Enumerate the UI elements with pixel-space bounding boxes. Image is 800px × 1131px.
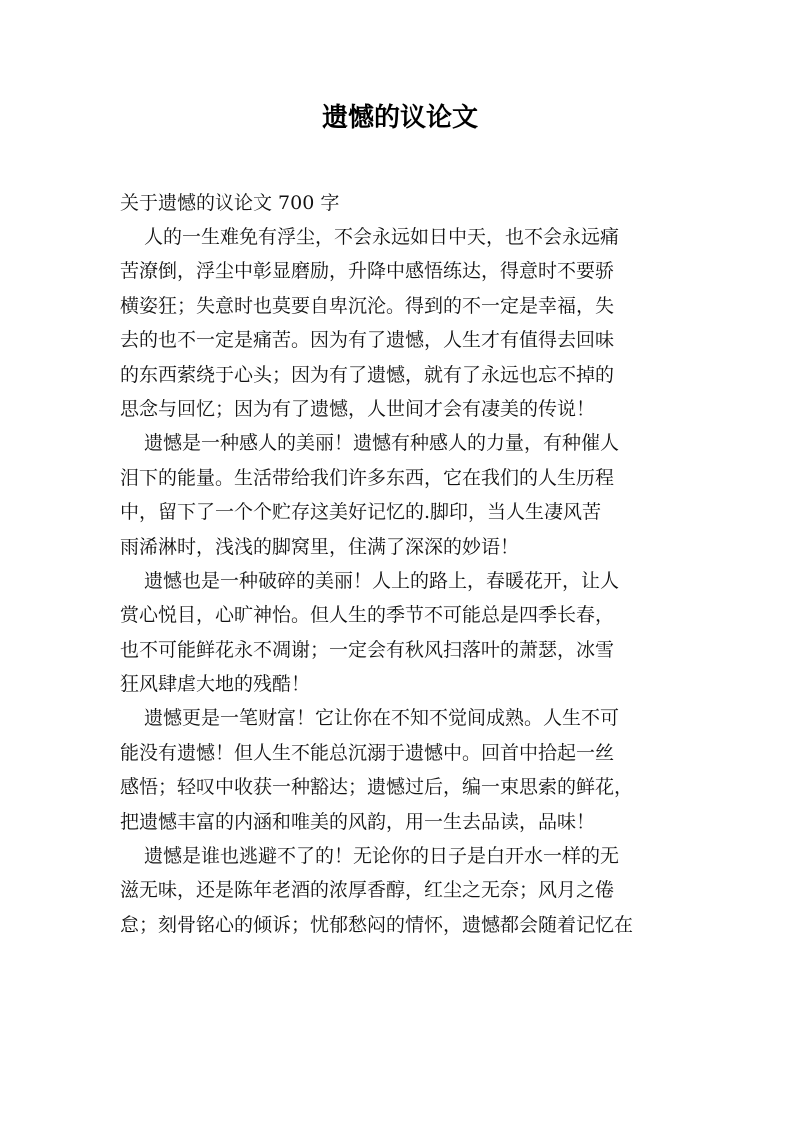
document-body — [120, 187, 690, 942]
paragraph-line: 中，留下了一个个贮存这美好记忆的.脚印，当人生凄风苦 — [120, 501, 602, 524]
paragraph-line: 能没有遗憾！但人生不能总沉溺于遗憾中。回首中拾起一丝 — [120, 741, 615, 764]
paragraph — [120, 701, 690, 839]
paragraph-line: 怠；刻骨铭心的倾诉；忧郁愁闷的情怀，遗憾都会随着记忆在 — [120, 913, 634, 936]
paragraph — [120, 839, 690, 942]
document-subtitle: 关于遗憾的议论文 700 字 — [120, 192, 340, 214]
paragraph-line: 也不可能鲜花永不凋谢；一定会有秋风扫落叶的萧瑟，冰雪 — [120, 638, 615, 661]
paragraph-line: 思念与回忆；因为有了遗憾，人世间才会有凄美的传说！ — [120, 397, 596, 420]
paragraph — [120, 564, 690, 702]
paragraph-line: 雨浠淋时，浅浅的脚窝里，住满了深深的妙语！ — [120, 535, 520, 558]
paragraph-line: 滋无味，还是陈年老酒的浓厚香醇，红尘之无奈；风月之倦 — [120, 879, 615, 902]
paragraph — [120, 426, 690, 564]
paragraph-line: 遗憾更是一笔财富！它让你在不知不觉间成熟。人生不可 — [144, 707, 620, 730]
paragraph-line: 把遗憾丰富的内涵和唯美的风韵，用一生去品读，品味！ — [120, 810, 596, 833]
paragraph-line: 感悟；轻叹中收获一种豁达；遗憾过后，编一束思索的鲜花， — [120, 776, 634, 799]
document-title: 遗憾的议论文 — [321, 103, 478, 133]
paragraph-line: 苦潦倒，浮尘中彰显磨励，升降中感悟练达，得意时不要骄 — [120, 260, 615, 283]
paragraph-line: 去的也不一定是痛苦。因为有了遗憾，人生才有值得去回味 — [120, 329, 615, 352]
paragraph-line: 人的一生难免有浮尘，不会永远如日中天，也不会永远痛 — [144, 226, 620, 248]
paragraph-line: 的东西萦绕于心头；因为有了遗憾，就有了永远也忘不掉的 — [120, 363, 615, 386]
paragraph — [120, 220, 690, 426]
paragraph-line: 遗憾也是一种破碎的美丽！人上的路上，春暖花开，让人 — [144, 569, 620, 592]
paragraph-line: 横姿狂；失意时也莫要自卑沉沦。得到的不一定是幸福，失 — [120, 294, 615, 317]
paragraph-line: 遗憾是谁也逃避不了的！无论你的日子是白开水一样的无 — [144, 845, 620, 868]
paragraph-line: 狂风肆虐大地的残酷！ — [120, 673, 311, 696]
paragraph-line: 泪下的能量。生活带给我们许多东西，它在我们的人生历程 — [120, 466, 615, 489]
paragraph-line: 赏心悦目，心旷神怡。但人生的季节不可能总是四季长春， — [120, 604, 615, 627]
paragraph-line: 遗憾是一种感人的美丽！遗憾有种感人的力量，有种催人 — [144, 432, 620, 455]
